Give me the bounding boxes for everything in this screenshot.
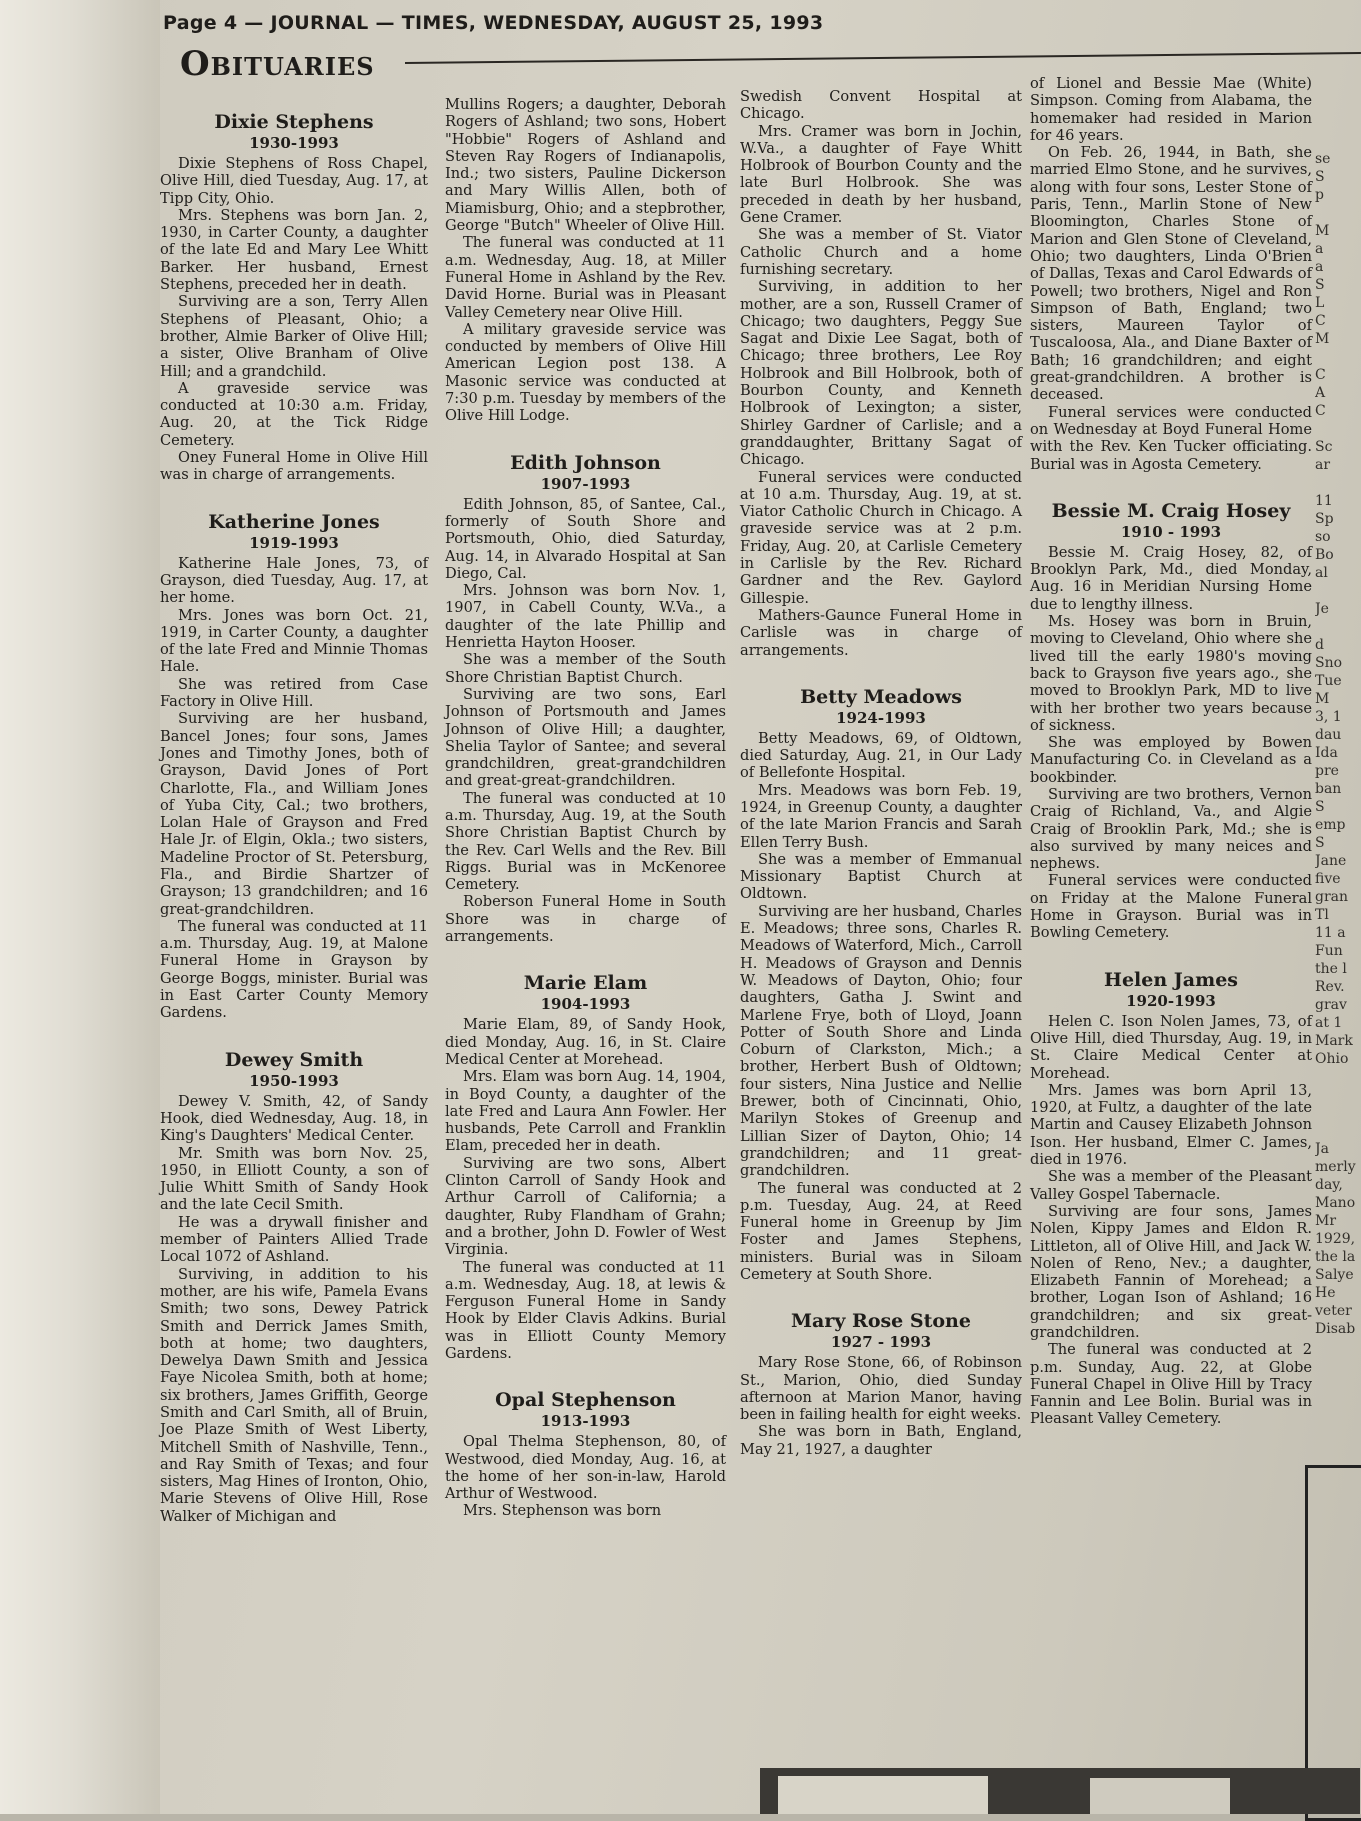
obituary-paragraph: Mr. Smith was born Nov. 25, 1950, in Elliott County, a son of Julie Whitt Smith of Sandy Hook and the late Cecil Smith. xyxy=(160,1144,428,1214)
edge-fragment: S xyxy=(1315,835,1325,851)
obituary-name: Dixie Stephens xyxy=(214,111,374,133)
section-rule xyxy=(405,52,1361,64)
edge-fragment: the la xyxy=(1315,1249,1356,1265)
edge-fragment: Jane xyxy=(1315,853,1347,869)
edge-fragment: M xyxy=(1315,331,1330,347)
obituary-paragraph: Surviving are her husband, Bancel Jones; four sons, James Jones and Timothy Jones, both of Grayson, David Jones of Port Charlotte, Fla., and William Jones of Yuba City, Cal.; two brothers, Lolan Hale of Grayson and Fred Hale Jr. of Elgin, Okla.; two sisters, Madeline Proctor of St. Petersburg, Fla., and Birdie Shartzer of Grayson; 13 grandchildren; and 16 great-grandchildren. xyxy=(160,710,428,918)
edge-fragment xyxy=(1315,1122,1361,1140)
edge-fragment: Tl xyxy=(1315,907,1329,923)
obituary-paragraph: Marie Elam, 89, of Sandy Hook, died Monday, Aug. 16, in St. Claire Medical Center at Morehead. xyxy=(445,1016,726,1068)
obituary-paragraph: A graveside service was conducted at 10:30 a.m. Friday, Aug. 20, at the Tick Ridge Cemetery. xyxy=(160,379,428,449)
column-1 xyxy=(160,106,428,1525)
obituary-paragraph: The funeral was conducted at 2 p.m. Tuesday, Aug. 24, at Reed Funeral home in Greenup by Jim Foster and James Stephens, ministers. Burial was in Siloam Cemetery at South Shore. xyxy=(740,1179,1022,1283)
obituary-paragraph: Betty Meadows, 69, of Oldtown, died Saturday, Aug. 21, in Our Lady of Bellefonte Hospital. xyxy=(740,729,1022,782)
obituary-paragraph: The funeral was conducted at 11 a.m. Wednesday, Aug. 18, at lewis & Ferguson Funeral Home in Sandy Hook by Elder Clavis Adkins. Burial was in Elliott County Memory Gardens. xyxy=(445,1258,726,1362)
obituary-paragraph: Surviving, in addition to his mother, are his wife, Pamela Evans Smith; two sons, Dewey Patrick Smith and Derrick James Smith, both at home; two daughters, Dewelya Dawn Smith and Jessica Faye Nicolea Smith, both at home; six brothers, James Griffith, George Smith and Carl Smith, all of Bruin, Joe Plaze Smith of West Liberty, Mitchell Smith of Nashville, Tenn., and Ray Smith of Texas; and four sisters, Mag Hines of Ironton, Ohio, Marie Stevens of Olive Hill, Rose Walker of Michigan and xyxy=(160,1265,428,1525)
obituary-paragraph: Surviving are four sons, James Nolen, Kippy James and Eldon R. Littleton, all of Olive Hill, and Jack W. Nolen of Reno, Nev.; a daughter, Elizabeth Fannin of Morehead; a brother, Logan Ison of Ashland; 16 grandchildren; and six great-grandchildren. xyxy=(1030,1202,1312,1341)
edge-fragment: 11 a xyxy=(1315,925,1346,941)
edge-fragment: gran xyxy=(1315,889,1349,905)
obituary-paragraph: Mrs. Elam was born Aug. 14, 1904, in Boyd County, a daughter of the late Fred and Laura Ann Fowler. Her husbands, Pete Carroll and Franklin Elam, preceded her in death. xyxy=(445,1068,726,1155)
obituary-paragraph: Opal Thelma Stephenson, 80, of Westwood, died Monday, Aug. 16, at the home of her son-in-law, Harold Arthur of Westwood. xyxy=(445,1433,726,1503)
edge-fragment: 11 xyxy=(1315,493,1333,509)
obituary-name: Bessie M. Craig Hosey xyxy=(1051,499,1291,522)
edge-fragment: S xyxy=(1315,277,1325,293)
obituary-paragraph: She was born in Bath, England, May 21, 1927, a daughter xyxy=(740,1423,1022,1458)
obituary-name: Katherine Jones xyxy=(208,510,380,533)
obituary-paragraph: Funeral services were conducted on Friday at the Malone Funeral Home in Grayson. Burial was in Bowling Cemetery. xyxy=(1030,872,1312,942)
edge-fragment: Fun xyxy=(1315,943,1343,959)
edge-fragment: merly xyxy=(1315,1159,1356,1175)
obituary-paragraph: Mary Rose Stone, 66, of Robinson St., Marion, Ohio, died Sunday afternoon at Marion Manor, having been in failing health for eight weeks. xyxy=(740,1354,1022,1424)
edge-fragment: at 1 xyxy=(1315,1015,1343,1031)
edge-fragment: day, xyxy=(1315,1177,1343,1193)
edge-fragment xyxy=(1315,618,1361,636)
edge-fragment: C xyxy=(1315,367,1326,383)
edge-fragment: Mark xyxy=(1315,1033,1353,1049)
edge-fragment: Disab xyxy=(1315,1321,1356,1337)
edge-fragment: Tue xyxy=(1315,673,1342,689)
obituary-paragraph: Funeral services were conducted at 10 a.m. Thursday, Aug. 19, at st. Viator Catholic Church in Chicago. A graveside service was at 2 p.m. Friday, Aug. 20, at Carlisle Cemetery in Carlisle by the Rev. Richard Gardner and the Rev. Gaylord Gillespie. xyxy=(740,468,1022,607)
obituary-paragraph: Mrs. Cramer was born in Jochin, W.Va., a daughter of Faye Whitt Holbrook of Bourbon County and the late Burl Holbrook. She was preceded in death by her husband, Gene Cramer. xyxy=(740,122,1022,227)
page-folio: Page 4 — JOURNAL — TIMES, WEDNESDAY, AUGUST 25, 1993 xyxy=(163,12,824,34)
obituary-paragraph: Roberson Funeral Home in South Shore was in charge of arrangements. xyxy=(445,893,726,946)
edge-fragment: A xyxy=(1315,385,1326,401)
edge-fragment: Sc xyxy=(1315,439,1333,455)
edge-fragment: grav xyxy=(1315,997,1347,1013)
edge-fragment: Ja xyxy=(1315,1141,1329,1157)
edge-fragment: S xyxy=(1315,799,1325,815)
obituary-paragraph: Edith Johnson, 85, of Santee, Cal., formerly of South Shore and Portsmouth, Ohio, died Saturday, Aug. 14, in Alvarado Hospital at San Diego, Cal. xyxy=(445,495,726,582)
edge-fragment xyxy=(1315,582,1361,600)
edge-fragment: a xyxy=(1315,241,1324,257)
edge-fragment xyxy=(1315,204,1361,222)
obituary-paragraph: Mrs. James was born April 13, 1920, at Fultz, a daughter of the late Martin and Causey Elizabeth Johnson Ison. Her husband, Elmer C. James, died in 1976. xyxy=(1030,1081,1312,1169)
obituary-paragraph: Mullins Rogers; a daughter, Deborah Rogers of Ashland; two sons, Hobert "Hobbie" Rogers of Ashland and Steven Ray Rogers of Indianapolis, Ind.; two sisters, Pauline Dickerson and Mary Willis Allen, both of Miamisburg, Ohio; and a stepbrother, George "Butch" Wheeler of Olive Hill. xyxy=(445,96,726,235)
obituary-name: Mary Rose Stone xyxy=(791,1310,971,1333)
edge-fragment: d xyxy=(1315,637,1324,653)
obituary-paragraph: Swedish Convent Hospital at Chicago. xyxy=(740,88,1022,123)
edge-fragment: the l xyxy=(1315,961,1347,977)
edge-fragment: Rev. xyxy=(1315,979,1345,995)
obituary-paragraph: Surviving, in addition to her mother, are a son, Russell Cramer of Chicago; two daughters, Peggy Sue Sagat and Dixie Lee Sagat, both of Chicago; three brothers, Lee Roy Holbrook and Bill Holbrook, both of Bourbon County, and Kenneth Holbrook of Lexington; a sister, Shirley Gardner of Carlisle; and a granddaughter, Brittany Sagat of Chicago. xyxy=(740,278,1022,469)
obituary-paragraph: The funeral was conducted at 10 a.m. Thursday, Aug. 19, at the South Shore Christian Baptist Church by the Rev. Carl Wells and the Rev. Bill Riggs. Burial was in McKenoree Cemetery. xyxy=(445,789,726,894)
obituary-paragraph: The funeral was conducted at 11 a.m. Thursday, Aug. 19, at Malone Funeral Home in Grayson by George Boggs, minister. Burial was in East Carter County Memory Gardens. xyxy=(160,917,428,1022)
edge-fragment: ban xyxy=(1315,781,1342,797)
obituary-years: 1919-1993 xyxy=(249,533,339,552)
obituary-name: Dewey Smith xyxy=(224,1048,364,1071)
edge-fragment xyxy=(1315,348,1361,366)
obituary-paragraph: Surviving are two brothers, Vernon Craig of Richland, Va., and Algie Craig of Brooklin Park, Md.; she is also survived by many neices and nephews. xyxy=(1030,785,1312,873)
obituary-years: 1904-1993 xyxy=(540,995,631,1014)
edge-fragment: Sp xyxy=(1315,511,1334,527)
obituary-paragraph: She was employed by Bowen Manufacturing Co. in Cleveland as a bookbinder. xyxy=(1030,734,1312,786)
obituary-paragraph: of Lionel and Bessie Mae (White) Simpson. Coming from Alabama, the homemaker had resided in Marion for 46 years. xyxy=(1030,75,1312,144)
obituary-paragraph: Surviving are two sons, Albert Clinton Carroll of Sandy Hook and Arthur Carroll of California; a daughter, Ruby Flandham of Grahn; and a brother, John D. Fowler of West Virginia. xyxy=(445,1154,726,1259)
obituary-paragraph: Surviving are a son, Terry Allen Stephens of Pleasant, Ohio; a brother, Almie Barker of Olive Hill; a sister, Olive Branham of Olive Hill; and a grandchild. xyxy=(160,293,428,380)
section-title: Obituaries xyxy=(180,44,375,84)
edge-fragment: so xyxy=(1315,529,1331,545)
obituary-paragraph: The funeral was conducted at 11 a.m. Wednesday, Aug. 18, at Miller Funeral Home in Ashland by the Rev. David Horne. Burial was in Pleasant Valley Cemetery near Olive Hill. xyxy=(445,234,726,321)
column-2 xyxy=(445,96,726,1520)
obituary-name: Marie Elam xyxy=(523,972,648,995)
edge-fragment: dau xyxy=(1315,727,1342,743)
edge-fragment: Ohio xyxy=(1315,1051,1349,1067)
obituary-paragraph: Funeral services were conducted on Wednesday at Boyd Funeral Home with the Rev. Ken Tucker officiating. Burial was in Agosta Cemetery. xyxy=(1030,403,1312,473)
page-gutter xyxy=(0,0,160,1814)
edge-fragment: pre xyxy=(1315,763,1339,779)
photo-strip xyxy=(760,1768,1360,1814)
obituary-years: 1927 - 1993 xyxy=(830,1333,932,1352)
obituary-paragraph: Bessie M. Craig Hosey, 82, of Brooklyn Park, Md., died Monday, Aug. 16 in Meridian Nursing Home due to lengthy illness. xyxy=(1030,543,1312,613)
edge-fragment xyxy=(1315,420,1361,438)
column-4 xyxy=(1030,75,1312,1428)
obituary-name: Edith Johnson xyxy=(510,451,661,474)
obituary-paragraph: Mrs. Stephenson was born xyxy=(463,1502,662,1520)
obituary-paragraph: Mrs. Johnson was born Nov. 1, 1907, in Cabell County, W.Va., a daughter of the late Phillip and Henrietta Hayton Hooser. xyxy=(445,582,726,652)
edge-fragment: Mr xyxy=(1315,1213,1337,1229)
obituary-years: 1913-1993 xyxy=(540,1412,631,1431)
edge-fragment: M xyxy=(1315,223,1330,239)
edge-fragment: veter xyxy=(1315,1303,1352,1319)
edge-fragment: ar xyxy=(1315,457,1331,473)
edge-fragment xyxy=(1315,1086,1361,1104)
edge-fragment xyxy=(1315,474,1361,492)
edge-fragment: He xyxy=(1315,1285,1336,1301)
obituary-name: Opal Stephenson xyxy=(495,1389,676,1412)
obituary-paragraph: Dixie Stephens of Ross Chapel, Olive Hill, died Tuesday, Aug. 17, at Tipp City, Ohio. xyxy=(160,155,428,207)
edge-fragment: Ida xyxy=(1315,745,1338,761)
edge-fragment: C xyxy=(1315,313,1326,329)
edge-fragment: Bo xyxy=(1315,547,1334,563)
obituary-paragraph: Surviving are her husband, Charles E. Meadows; three sons, Charles R. Meadows of Waterford, Mich., Carroll H. Meadows of Grayson and Dennis W. Meadows of Dayton, Ohio; four daughters, Gatha J. Swint and Marlene Frye, both of Lloyd, Joann Potter of South Shore and Linda Coburn of Clarkston, Mich.; a brother, Herbert Bush of Oldtown; four sisters, Nina Justice and Nellie Brewer, both of Cincinnati, Ohio, Marilyn Stokes of Greenup and Lillian Sizer of Dayton, Ohio; 14 grandchildren; and 11 great-grandchildren. xyxy=(740,902,1022,1180)
obituary-paragraph: Helen C. Ison Nolen James, 73, of Olive Hill, died Thursday, Aug. 19, in St. Claire Medical Center at Morehead. xyxy=(1030,1012,1312,1082)
obituary-years: 1920-1993 xyxy=(1126,991,1216,1010)
edge-fragment: 1929, xyxy=(1315,1231,1356,1247)
photo-highlight xyxy=(1090,1778,1230,1814)
obituary-paragraph: Oney Funeral Home in Olive Hill was in charge of arrangements. xyxy=(160,449,428,484)
obituary-paragraph: Surviving are two sons, Earl Johnson of Portsmouth and James Johnson of Olive Hill; a daughter, Shelia Taylor of Santee; and several grandchildren, great-grandchildren and great-great-grandchildren. xyxy=(445,685,726,790)
obituary-paragraph: She was a member of St. Viator Catholic Church and a home furnishing secretary. xyxy=(740,226,1022,278)
obituary-paragraph: Katherine Hale Jones, 73, of Grayson, died Tuesday, Aug. 17, at her home. xyxy=(160,554,428,607)
photo-highlight xyxy=(778,1776,988,1814)
column-3 xyxy=(740,88,1022,1458)
obituary-years: 1924-1993 xyxy=(836,708,926,727)
adjacent-column-fragment xyxy=(1315,150,1361,1400)
edge-fragment: se xyxy=(1315,151,1331,167)
obituary-paragraph: Mrs. Meadows was born Feb. 19, 1924, in Greenup County, a daughter of the late Marion Francis and Sarah Ellen Terry Bush. xyxy=(740,781,1022,851)
edge-fragment: Mano xyxy=(1315,1195,1356,1211)
edge-fragment: 3, 1 xyxy=(1315,709,1342,725)
edge-fragment xyxy=(1315,1068,1361,1086)
obituary-years: 1950-1993 xyxy=(249,1071,339,1090)
obituary-paragraph: She was a member of the Pleasant Valley Gospel Tabernacle. xyxy=(1030,1168,1312,1203)
edge-fragment: M xyxy=(1315,691,1330,707)
edge-fragment: S xyxy=(1315,169,1325,185)
edge-fragment: Salye xyxy=(1315,1267,1354,1283)
edge-fragment: Je xyxy=(1315,601,1329,617)
edge-fragment xyxy=(1315,1104,1361,1122)
obituary-paragraph: She was a member of Emmanual Missionary Baptist Church at Oldtown. xyxy=(740,850,1022,903)
edge-fragment: a xyxy=(1315,259,1324,275)
obituary-paragraph: Ms. Hosey was born in Bruin, moving to Cleveland, Ohio where she lived till the early 1980's moving back to Grayson five years ago., she moved to Brooklyn Park, MD to live with her brother two years because of sickness. xyxy=(1030,613,1312,734)
obituary-paragraph: On Feb. 26, 1944, in Bath, she married Elmo Stone, and he survives, along with four sons, Lester Stone of Paris, Tenn., Marlin Stone of New Bloomington, Charles Stone of Marion and Glen Stone of Cleveland, Ohio; two daughters, Linda O'Brien of Dallas, Texas and Carol Edwards of Powell; two brothers, Nigel and Ron Simpson of Bath, England; two sisters, Maureen Taylor of Tuscaloosa, Ala., and Diane Baxter of Bath; 16 grandchildren; and eight great-grandchildren. A brother is deceased. xyxy=(1030,144,1312,404)
obituary-paragraph: A military graveside service was conducted by members of Olive Hill American Legion post 138. A Masonic service was conducted at 7:30 p.m. Tuesday by members of the Olive Hill Lodge. xyxy=(445,320,726,425)
edge-fragment: emp xyxy=(1315,817,1346,833)
obituary-paragraph: Mrs. Jones was born Oct. 21, 1919, in Carter County, a daughter of the late Fred and Minnie Thomas Hale. xyxy=(160,606,428,676)
edge-fragment: al xyxy=(1315,565,1328,581)
obituary-paragraph: The funeral was conducted at 2 p.m. Sunday, Aug. 22, at Globe Funeral Chapel in Olive Hill by Tracy Fannin and Lee Bolin. Burial was in Pleasant Valley Cemetery. xyxy=(1030,1341,1312,1428)
obituary-paragraph: She was a member of the South Shore Christian Baptist Church. xyxy=(445,651,726,686)
obituary-paragraph: Mrs. Stephens was born Jan. 2, 1930, in Carter County, a daughter of the late Ed and Mary Lee Whitt Barker. Her husband, Ernest Stephens, preceded her in death. xyxy=(160,206,428,294)
obituary-years: 1930-1993 xyxy=(249,134,339,152)
obituary-name: Betty Meadows xyxy=(800,685,962,708)
obituary-years: 1910 - 1993 xyxy=(1120,522,1222,541)
obituary-paragraph: Dewey V. Smith, 42, of Sandy Hook, died Wednesday, Aug. 18, in King's Daughters' Medical Center. xyxy=(160,1092,428,1145)
edge-fragment: Sno xyxy=(1315,655,1343,671)
obituary-paragraph: Mathers-Gaunce Funeral Home in Carlisle was in charge of arrangements. xyxy=(740,606,1022,659)
obituary-name: Helen James xyxy=(1104,968,1238,991)
obituary-paragraph: She was retired from Case Factory in Olive Hill. xyxy=(160,675,428,711)
edge-fragment: C xyxy=(1315,403,1326,419)
edge-fragment: five xyxy=(1315,871,1341,887)
obituary-years: 1907-1993 xyxy=(540,474,631,493)
edge-fragment: L xyxy=(1315,295,1325,311)
obituary-paragraph: He was a drywall finisher and member of Painters Allied Trade Local 1072 of Ashland. xyxy=(160,1213,428,1266)
edge-fragment: p xyxy=(1315,187,1324,203)
